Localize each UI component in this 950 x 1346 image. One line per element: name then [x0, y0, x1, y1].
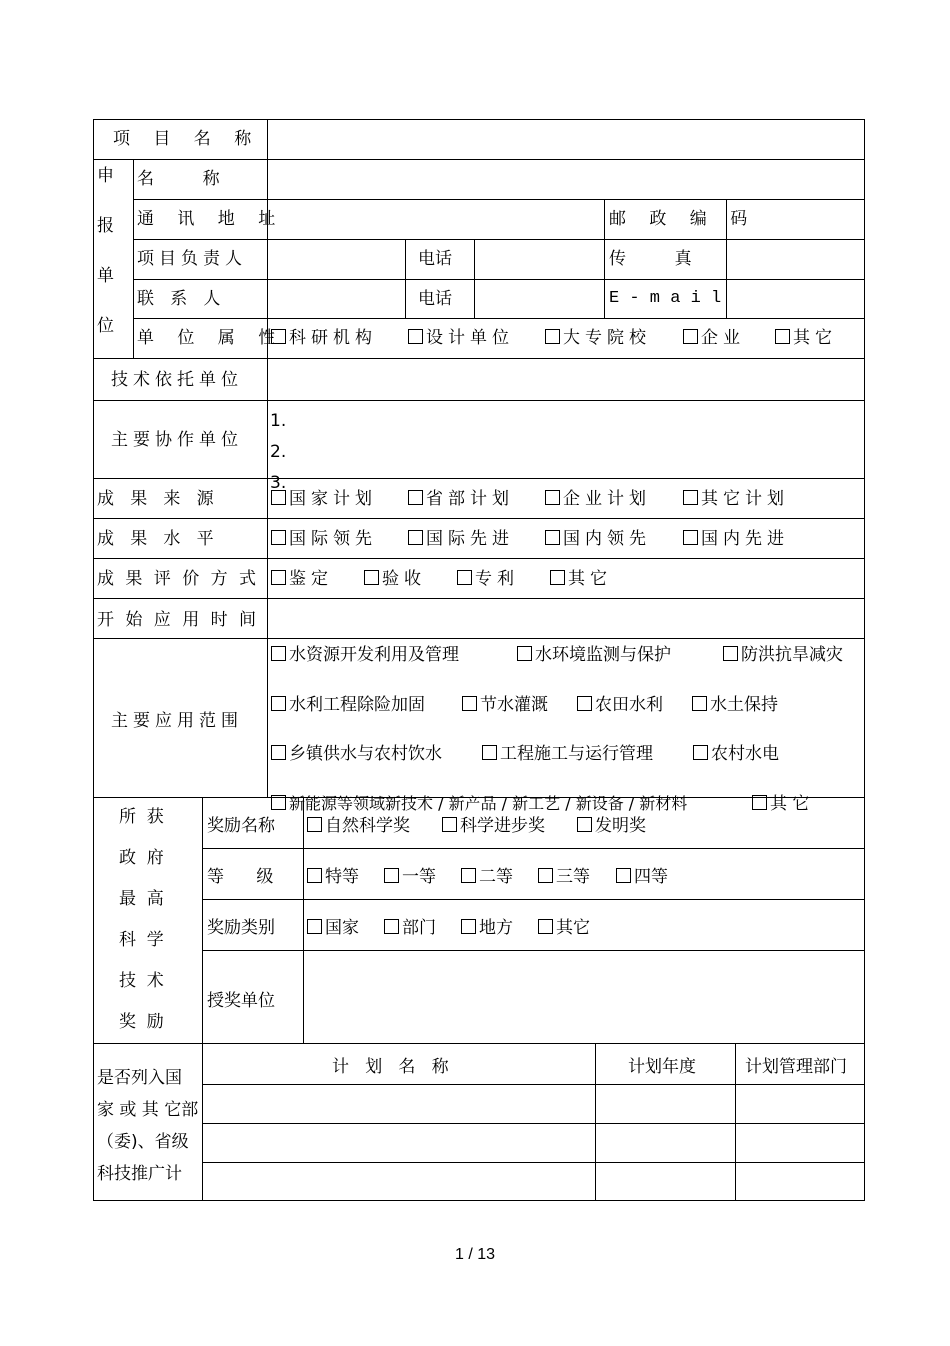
award-grade-option[interactable]: 三等 — [538, 867, 590, 887]
award-type-option[interactable]: 国家 — [307, 918, 359, 938]
checkbox-icon — [408, 530, 423, 545]
checkbox-icon — [461, 868, 476, 883]
hline — [93, 159, 865, 160]
checkbox-icon — [517, 646, 532, 661]
source-option[interactable]: 国家计划 — [271, 489, 377, 509]
award-type-option[interactable]: 地方 — [461, 918, 513, 938]
award-side-label: 科 学 — [119, 930, 164, 950]
hline — [93, 638, 865, 639]
scope-option[interactable]: 其 它 — [752, 794, 809, 814]
address-label: 通 讯 地 址 — [137, 209, 285, 229]
coop-item: 3. — [270, 473, 287, 493]
plan-header-year: 计划年度 — [628, 1057, 696, 1077]
checkbox-icon — [462, 696, 477, 711]
tech-unit-label: 技术依托单位 — [111, 370, 243, 390]
vline — [735, 1043, 736, 1201]
hline — [202, 1123, 865, 1124]
checkbox-icon — [482, 745, 497, 760]
vline — [604, 199, 605, 319]
postcode-label: 邮 政 编 码 — [609, 209, 757, 229]
plan-side-label: 科技推广计 — [97, 1164, 182, 1184]
plan-side-label: （委)、省级 — [97, 1132, 189, 1152]
scope-option[interactable]: 防洪抗旱减灾 — [723, 645, 843, 665]
hline — [133, 279, 865, 280]
checkbox-icon — [271, 490, 286, 505]
vline — [595, 1043, 596, 1201]
checkbox-icon — [577, 817, 592, 832]
source-label: 成 果 来 源 — [97, 489, 214, 509]
award-type-option[interactable]: 部门 — [384, 918, 436, 938]
border-bottom — [93, 1200, 865, 1201]
unit-attr-label: 单 位 属 性 — [137, 328, 285, 348]
start-time-label: 开 始 应 用 时 间 — [97, 610, 260, 630]
checkbox-icon — [307, 817, 322, 832]
level-label: 成 果 水 平 — [97, 529, 214, 549]
hline — [202, 1162, 865, 1163]
checkbox-icon — [271, 745, 286, 760]
vline — [474, 239, 475, 319]
checkbox-icon — [271, 570, 286, 585]
scope-option[interactable]: 农村水电 — [693, 744, 779, 764]
checkbox-icon — [408, 490, 423, 505]
checkbox-icon — [307, 919, 322, 934]
checkbox-icon — [538, 868, 553, 883]
attr-option[interactable]: 设计单位 — [408, 328, 514, 348]
applicant-side-char: 申 — [97, 166, 114, 186]
checkbox-icon — [384, 919, 399, 934]
checkbox-icon — [461, 919, 476, 934]
checkbox-icon — [550, 570, 565, 585]
award-side-label: 奖 励 — [119, 1012, 164, 1032]
level-option[interactable]: 国内领先 — [545, 529, 651, 549]
checkbox-icon — [683, 490, 698, 505]
checkbox-icon — [545, 530, 560, 545]
checkbox-icon — [442, 817, 457, 832]
hline — [202, 1084, 865, 1085]
coop-item: 2. — [270, 442, 287, 462]
checkbox-icon — [545, 329, 560, 344]
border-left — [93, 119, 94, 1201]
email-label: E - m a i l — [609, 289, 722, 308]
hline — [133, 318, 865, 319]
checkbox-icon — [271, 646, 286, 661]
source-option[interactable]: 其它计划 — [683, 489, 789, 509]
phone2-label: 电话 — [418, 289, 452, 309]
hline — [93, 1043, 865, 1044]
award-grade-option[interactable]: 四等 — [616, 867, 668, 887]
checkbox-icon — [545, 490, 560, 505]
hline — [133, 239, 865, 240]
checkbox-icon — [723, 646, 738, 661]
phone-label: 电话 — [418, 249, 452, 269]
plan-header-name: 计 划 名 称 — [332, 1057, 449, 1077]
vline — [202, 797, 203, 1201]
fax-label: 传 真 — [609, 249, 692, 269]
checkbox-icon — [538, 919, 553, 934]
vline — [405, 239, 406, 319]
award-type-label: 奖励类别 — [207, 918, 275, 938]
award-name-option[interactable]: 科学进步奖 — [442, 816, 545, 836]
checkbox-icon — [271, 329, 286, 344]
checkbox-icon — [775, 329, 790, 344]
hline — [93, 358, 865, 359]
evaluation-label: 成 果 评 价 方 式 — [97, 569, 260, 589]
checkbox-icon — [457, 570, 472, 585]
scope-option[interactable]: 水土保持 — [692, 695, 778, 715]
attr-option[interactable]: 企业 — [683, 328, 745, 348]
project-name-label: 项 目 名 称 — [113, 129, 261, 149]
hline — [202, 899, 865, 900]
checkbox-icon — [408, 329, 423, 344]
checkbox-icon — [683, 530, 698, 545]
award-side-label: 最 高 — [119, 889, 164, 909]
hline — [93, 558, 865, 559]
attr-option[interactable]: 其它 — [775, 328, 837, 348]
checkbox-icon — [271, 795, 286, 810]
applicant-name-label: 名 称 — [137, 169, 220, 189]
scope-option[interactable]: 乡镇供水与农村饮水 — [271, 744, 442, 764]
hline — [133, 199, 865, 200]
vline — [133, 159, 134, 359]
evaluation-option[interactable]: 专利 — [457, 569, 519, 589]
hline — [93, 400, 865, 401]
checkbox-icon — [271, 530, 286, 545]
award-grade-option[interactable]: 一等 — [384, 867, 436, 887]
checkbox-icon — [752, 795, 767, 810]
award-side-label: 所 获 — [119, 807, 164, 827]
attr-option[interactable]: 科研机构 — [271, 328, 377, 348]
checkbox-icon — [693, 745, 708, 760]
award-name-option[interactable]: 自然科学奖 — [307, 816, 410, 836]
border-right — [864, 119, 865, 1201]
checkbox-icon — [271, 696, 286, 711]
page-number: 1 / 13 — [454, 1246, 496, 1263]
hline — [93, 478, 865, 479]
award-grade-option[interactable]: 特等 — [307, 867, 359, 887]
level-option[interactable]: 国际先进 — [408, 529, 514, 549]
attr-option[interactable]: 大专院校 — [545, 328, 651, 348]
award-side-label: 技 术 — [119, 971, 164, 991]
scope-option[interactable]: 水利工程除险加固 — [271, 695, 425, 715]
coop-label: 主要协作单位 — [111, 430, 243, 450]
scope-option[interactable]: 工程施工与运行管理 — [482, 744, 653, 764]
source-option[interactable]: 企业计划 — [545, 489, 651, 509]
vline — [303, 797, 304, 1044]
checkbox-icon — [683, 329, 698, 344]
coop-item: 1. — [270, 411, 287, 431]
scope-label: 主要应用范围 — [111, 711, 243, 731]
applicant-side-char: 位 — [97, 316, 114, 336]
scope-option[interactable]: 新能源等领域新技术 / 新产品 / 新工艺 / 新设备 / 新材料 — [271, 794, 687, 814]
award-name-option[interactable]: 发明奖 — [577, 816, 646, 836]
checkbox-icon — [384, 868, 399, 883]
evaluation-option[interactable]: 鉴定 — [271, 569, 333, 589]
award-side-label: 政 府 — [119, 848, 164, 868]
award-grade-label: 等 级 — [207, 867, 274, 887]
leader-label: 项目负责人 — [137, 249, 247, 269]
hline — [93, 518, 865, 519]
checkbox-icon — [364, 570, 379, 585]
level-option[interactable]: 国内先进 — [683, 529, 789, 549]
hline — [202, 950, 865, 951]
checkbox-icon — [577, 696, 592, 711]
evaluation-option[interactable]: 其它 — [550, 569, 612, 589]
scope-option[interactable]: 节水灌溉 — [462, 695, 548, 715]
award-grade-option[interactable]: 二等 — [461, 867, 513, 887]
award-name-label: 奖励名称 — [207, 816, 275, 836]
checkbox-icon — [616, 868, 631, 883]
applicant-side-char: 单 — [97, 266, 114, 286]
award-issuer-label: 授奖单位 — [207, 991, 275, 1011]
source-option[interactable]: 省部计划 — [408, 489, 514, 509]
applicant-side-char: 报 — [97, 216, 114, 236]
scope-option[interactable]: 水环境监测与保护 — [517, 645, 671, 665]
contact-label: 联 系 人 — [137, 289, 221, 309]
plan-side-label: 是否列入国 — [97, 1068, 182, 1088]
plan-header-dept: 计划管理部门 — [745, 1057, 847, 1077]
hline — [93, 598, 865, 599]
level-option[interactable]: 国际领先 — [271, 529, 377, 549]
evaluation-option[interactable]: 验收 — [364, 569, 426, 589]
border-top — [93, 119, 865, 120]
scope-option[interactable]: 农田水利 — [577, 695, 663, 715]
checkbox-icon — [307, 868, 322, 883]
award-type-option[interactable]: 其它 — [538, 918, 590, 938]
checkbox-icon — [692, 696, 707, 711]
hline — [202, 848, 865, 849]
scope-option[interactable]: 水资源开发利用及管理 — [271, 645, 459, 665]
plan-side-label: 家 或 其 它部 — [97, 1100, 199, 1120]
